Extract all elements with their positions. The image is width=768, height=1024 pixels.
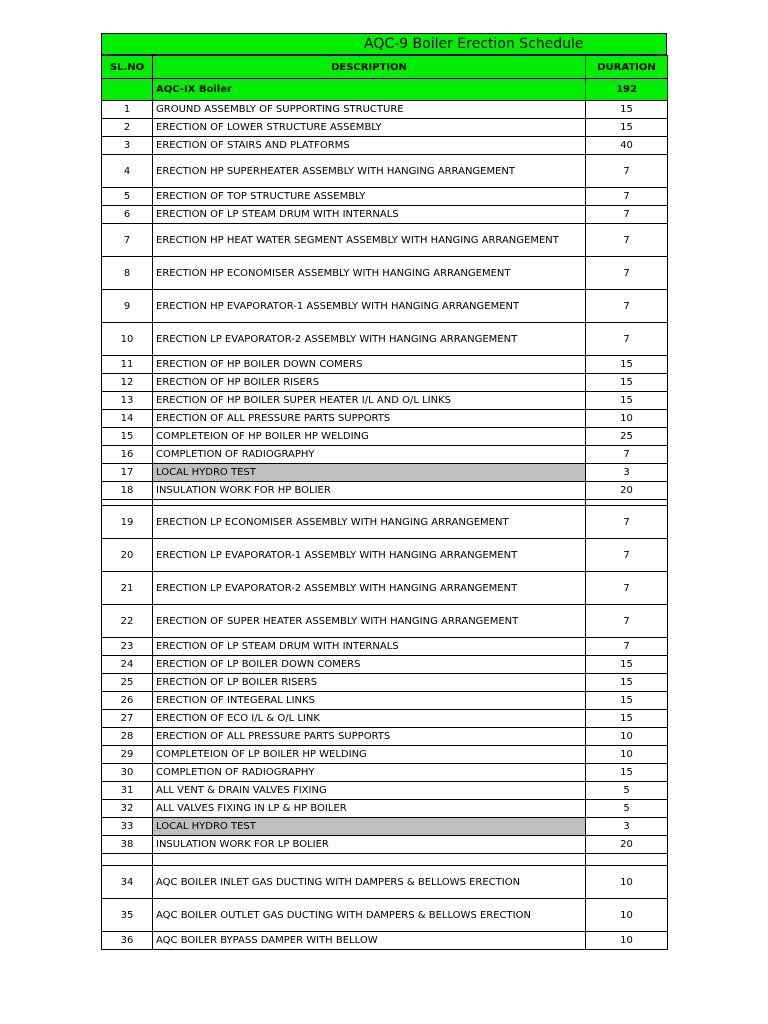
duration-cell: 5 <box>586 800 668 818</box>
description-cell <box>153 854 586 866</box>
sl-no-cell: 15 <box>102 428 153 446</box>
description-cell: ERECTION OF HP BOILER DOWN COMERS <box>153 356 586 374</box>
table-row <box>102 137 668 155</box>
sl-no-cell: 23 <box>102 638 153 656</box>
duration-cell: 7 <box>586 506 668 539</box>
description-cell: ERECTION HP ECONOMISER ASSEMBLY WITH HANGING ARRANGEMENT <box>153 257 586 290</box>
sheet-title: AQC-9 Boiler Erection Schedule <box>364 36 584 52</box>
duration-cell: 7 <box>586 224 668 257</box>
sl-no-cell: 32 <box>102 800 153 818</box>
description-cell: AQC BOILER INLET GAS DUCTING WITH DAMPERS & BELLOWS ERECTION <box>153 866 586 899</box>
sl-no-cell: 2 <box>102 119 153 137</box>
duration-cell: 20 <box>586 836 668 854</box>
table-row <box>102 392 668 410</box>
table-row <box>102 464 668 482</box>
table-row <box>102 356 668 374</box>
sl-no-cell: 10 <box>102 323 153 356</box>
table-row <box>102 572 668 605</box>
duration-cell: 3 <box>586 464 668 482</box>
description-cell: ERECTION LP ECONOMISER ASSEMBLY WITH HANGING ARRANGEMENT <box>153 506 586 539</box>
sl-no-cell: 3 <box>102 137 153 155</box>
sl-no-cell: 34 <box>102 866 153 899</box>
table-row <box>102 800 668 818</box>
duration-cell <box>586 854 668 866</box>
duration-cell: 10 <box>586 728 668 746</box>
table-row <box>102 710 668 728</box>
table-row <box>102 674 668 692</box>
group-sl-cell <box>102 79 153 101</box>
description-cell: ERECTION OF STAIRS AND PLATFORMS <box>153 137 586 155</box>
sl-no-cell: 8 <box>102 257 153 290</box>
description-cell: GROUND ASSEMBLY OF SUPPORTING STRUCTURE <box>153 101 586 119</box>
description-cell: ERECTION OF ECO I/L & O/L LINK <box>153 710 586 728</box>
duration-cell: 15 <box>586 392 668 410</box>
table-row <box>102 638 668 656</box>
table-row <box>102 854 668 866</box>
table-row <box>102 746 668 764</box>
duration-cell: 15 <box>586 374 668 392</box>
description-cell: ERECTION HP SUPERHEATER ASSEMBLY WITH HANGING ARRANGEMENT <box>153 155 586 188</box>
table-row <box>102 932 668 950</box>
sl-no-cell: 12 <box>102 374 153 392</box>
table-row <box>102 323 668 356</box>
table-row <box>102 818 668 836</box>
table-row <box>102 224 668 257</box>
table-row <box>102 656 668 674</box>
table-row <box>102 410 668 428</box>
group-row <box>102 79 668 101</box>
table-row <box>102 836 668 854</box>
description-cell: ERECTION OF ALL PRESSURE PARTS SUPPORTS <box>153 728 586 746</box>
duration-cell: 15 <box>586 119 668 137</box>
table-row <box>102 899 668 932</box>
duration-cell: 7 <box>586 257 668 290</box>
group-label: AQC-IX Boiler <box>153 79 586 101</box>
description-cell: ERECTION OF INTEGERAL LINKS <box>153 692 586 710</box>
sl-no-cell: 38 <box>102 836 153 854</box>
table-row <box>102 257 668 290</box>
schedule-table <box>101 55 668 950</box>
sl-no-cell: 26 <box>102 692 153 710</box>
description-cell: INSULATION WORK FOR LP BOLIER <box>153 836 586 854</box>
duration-cell: 3 <box>586 818 668 836</box>
table-row <box>102 539 668 572</box>
duration-cell: 40 <box>586 137 668 155</box>
sl-no-cell: 24 <box>102 656 153 674</box>
description-cell: AQC BOILER BYPASS DAMPER WITH BELLOW <box>153 932 586 950</box>
table-row <box>102 290 668 323</box>
description-cell: INSULATION WORK FOR HP BOLIER <box>153 482 586 500</box>
duration-cell: 15 <box>586 764 668 782</box>
duration-cell: 15 <box>586 710 668 728</box>
schedule-sheet <box>101 33 667 950</box>
table-row <box>102 188 668 206</box>
duration-cell: 20 <box>586 482 668 500</box>
duration-cell: 7 <box>586 155 668 188</box>
sl-no-cell: 7 <box>102 224 153 257</box>
duration-cell: 7 <box>586 572 668 605</box>
description-cell: ALL VENT & DRAIN VALVES FIXING <box>153 782 586 800</box>
sl-no-cell: 25 <box>102 674 153 692</box>
duration-cell: 7 <box>586 539 668 572</box>
duration-cell: 10 <box>586 746 668 764</box>
sl-no-cell: 33 <box>102 818 153 836</box>
header-duration: DURATION <box>586 56 668 79</box>
description-cell: ERECTION HP EVAPORATOR-1 ASSEMBLY WITH HANGING ARRANGEMENT <box>153 290 586 323</box>
description-cell: ERECTION OF LP STEAM DRUM WITH INTERNALS <box>153 638 586 656</box>
duration-cell: 15 <box>586 656 668 674</box>
duration-cell: 7 <box>586 605 668 638</box>
description-cell: ERECTION OF ALL PRESSURE PARTS SUPPORTS <box>153 410 586 428</box>
description-cell: ERECTION OF LP STEAM DRUM WITH INTERNALS <box>153 206 586 224</box>
header-row <box>102 56 668 79</box>
sl-no-cell: 13 <box>102 392 153 410</box>
sl-no-cell: 27 <box>102 710 153 728</box>
table-row <box>102 206 668 224</box>
description-cell: COMPLETION OF RADIOGRAPHY <box>153 764 586 782</box>
sl-no-cell: 19 <box>102 506 153 539</box>
description-cell: ERECTION OF HP BOILER SUPER HEATER I/L AND O/L LINKS <box>153 392 586 410</box>
sl-no-cell: 18 <box>102 482 153 500</box>
sl-no-cell <box>102 854 153 866</box>
duration-cell: 7 <box>586 638 668 656</box>
duration-cell: 15 <box>586 674 668 692</box>
sl-no-cell: 14 <box>102 410 153 428</box>
duration-cell: 15 <box>586 356 668 374</box>
sl-no-cell: 30 <box>102 764 153 782</box>
duration-cell: 10 <box>586 410 668 428</box>
duration-cell: 25 <box>586 428 668 446</box>
description-cell: COMPLETEION OF LP BOILER HP WELDING <box>153 746 586 764</box>
title-row <box>101 33 667 55</box>
duration-cell: 10 <box>586 932 668 950</box>
duration-cell: 5 <box>586 782 668 800</box>
description-cell: LOCAL HYDRO TEST <box>153 818 586 836</box>
description-cell: ERECTION LP EVAPORATOR-1 ASSEMBLY WITH HANGING ARRANGEMENT <box>153 539 586 572</box>
duration-cell: 15 <box>586 101 668 119</box>
description-cell: COMPLETION OF RADIOGRAPHY <box>153 446 586 464</box>
sl-no-cell: 35 <box>102 899 153 932</box>
table-row <box>102 482 668 500</box>
sl-no-cell: 28 <box>102 728 153 746</box>
table-row <box>102 101 668 119</box>
table-row <box>102 782 668 800</box>
sl-no-cell: 9 <box>102 290 153 323</box>
sl-no-cell: 31 <box>102 782 153 800</box>
table-row <box>102 155 668 188</box>
duration-cell: 7 <box>586 188 668 206</box>
sl-no-cell: 20 <box>102 539 153 572</box>
sl-no-cell: 29 <box>102 746 153 764</box>
sl-no-cell: 11 <box>102 356 153 374</box>
duration-cell: 15 <box>586 692 668 710</box>
description-cell: LOCAL HYDRO TEST <box>153 464 586 482</box>
description-cell: ERECTION OF LP BOILER DOWN COMERS <box>153 656 586 674</box>
table-row <box>102 446 668 464</box>
table-row <box>102 428 668 446</box>
table-row <box>102 605 668 638</box>
description-cell: ERECTION HP HEAT WATER SEGMENT ASSEMBLY WITH HANGING ARRANGEMENT <box>153 224 586 257</box>
description-cell: AQC BOILER OUTLET GAS DUCTING WITH DAMPERS & BELLOWS ERECTION <box>153 899 586 932</box>
duration-cell: 7 <box>586 206 668 224</box>
duration-cell: 10 <box>586 899 668 932</box>
sl-no-cell: 22 <box>102 605 153 638</box>
description-cell: ERECTION OF TOP STRUCTURE ASSEMBLY <box>153 188 586 206</box>
table-row <box>102 764 668 782</box>
description-cell: ERECTION OF LP BOILER RISERS <box>153 674 586 692</box>
description-cell: ERECTION OF HP BOILER RISERS <box>153 374 586 392</box>
header-sl-no: SL.NO <box>102 56 153 79</box>
duration-cell: 7 <box>586 290 668 323</box>
table-row <box>102 728 668 746</box>
sl-no-cell: 6 <box>102 206 153 224</box>
table-row <box>102 119 668 137</box>
header-description: DESCRIPTION <box>153 56 586 79</box>
description-cell: ALL VALVES FIXING IN LP & HP BOILER <box>153 800 586 818</box>
description-cell: ERECTION LP EVAPORATOR-2 ASSEMBLY WITH HANGING ARRANGEMENT <box>153 572 586 605</box>
duration-cell: 10 <box>586 866 668 899</box>
sl-no-cell: 17 <box>102 464 153 482</box>
duration-cell: 7 <box>586 323 668 356</box>
table-row <box>102 374 668 392</box>
description-cell: COMPLETEION OF HP BOILER HP WELDING <box>153 428 586 446</box>
table-row <box>102 692 668 710</box>
description-cell: ERECTION LP EVAPORATOR-2 ASSEMBLY WITH HANGING ARRANGEMENT <box>153 323 586 356</box>
table-row <box>102 506 668 539</box>
sl-no-cell: 21 <box>102 572 153 605</box>
sl-no-cell: 5 <box>102 188 153 206</box>
sl-no-cell: 16 <box>102 446 153 464</box>
sl-no-cell: 4 <box>102 155 153 188</box>
duration-cell: 7 <box>586 446 668 464</box>
description-cell: ERECTION OF SUPER HEATER ASSEMBLY WITH HANGING ARRANGEMENT <box>153 605 586 638</box>
group-duration: 192 <box>586 79 668 101</box>
sl-no-cell: 36 <box>102 932 153 950</box>
sl-no-cell: 1 <box>102 101 153 119</box>
table-row <box>102 866 668 899</box>
description-cell: ERECTION OF LOWER STRUCTURE ASSEMBLY <box>153 119 586 137</box>
